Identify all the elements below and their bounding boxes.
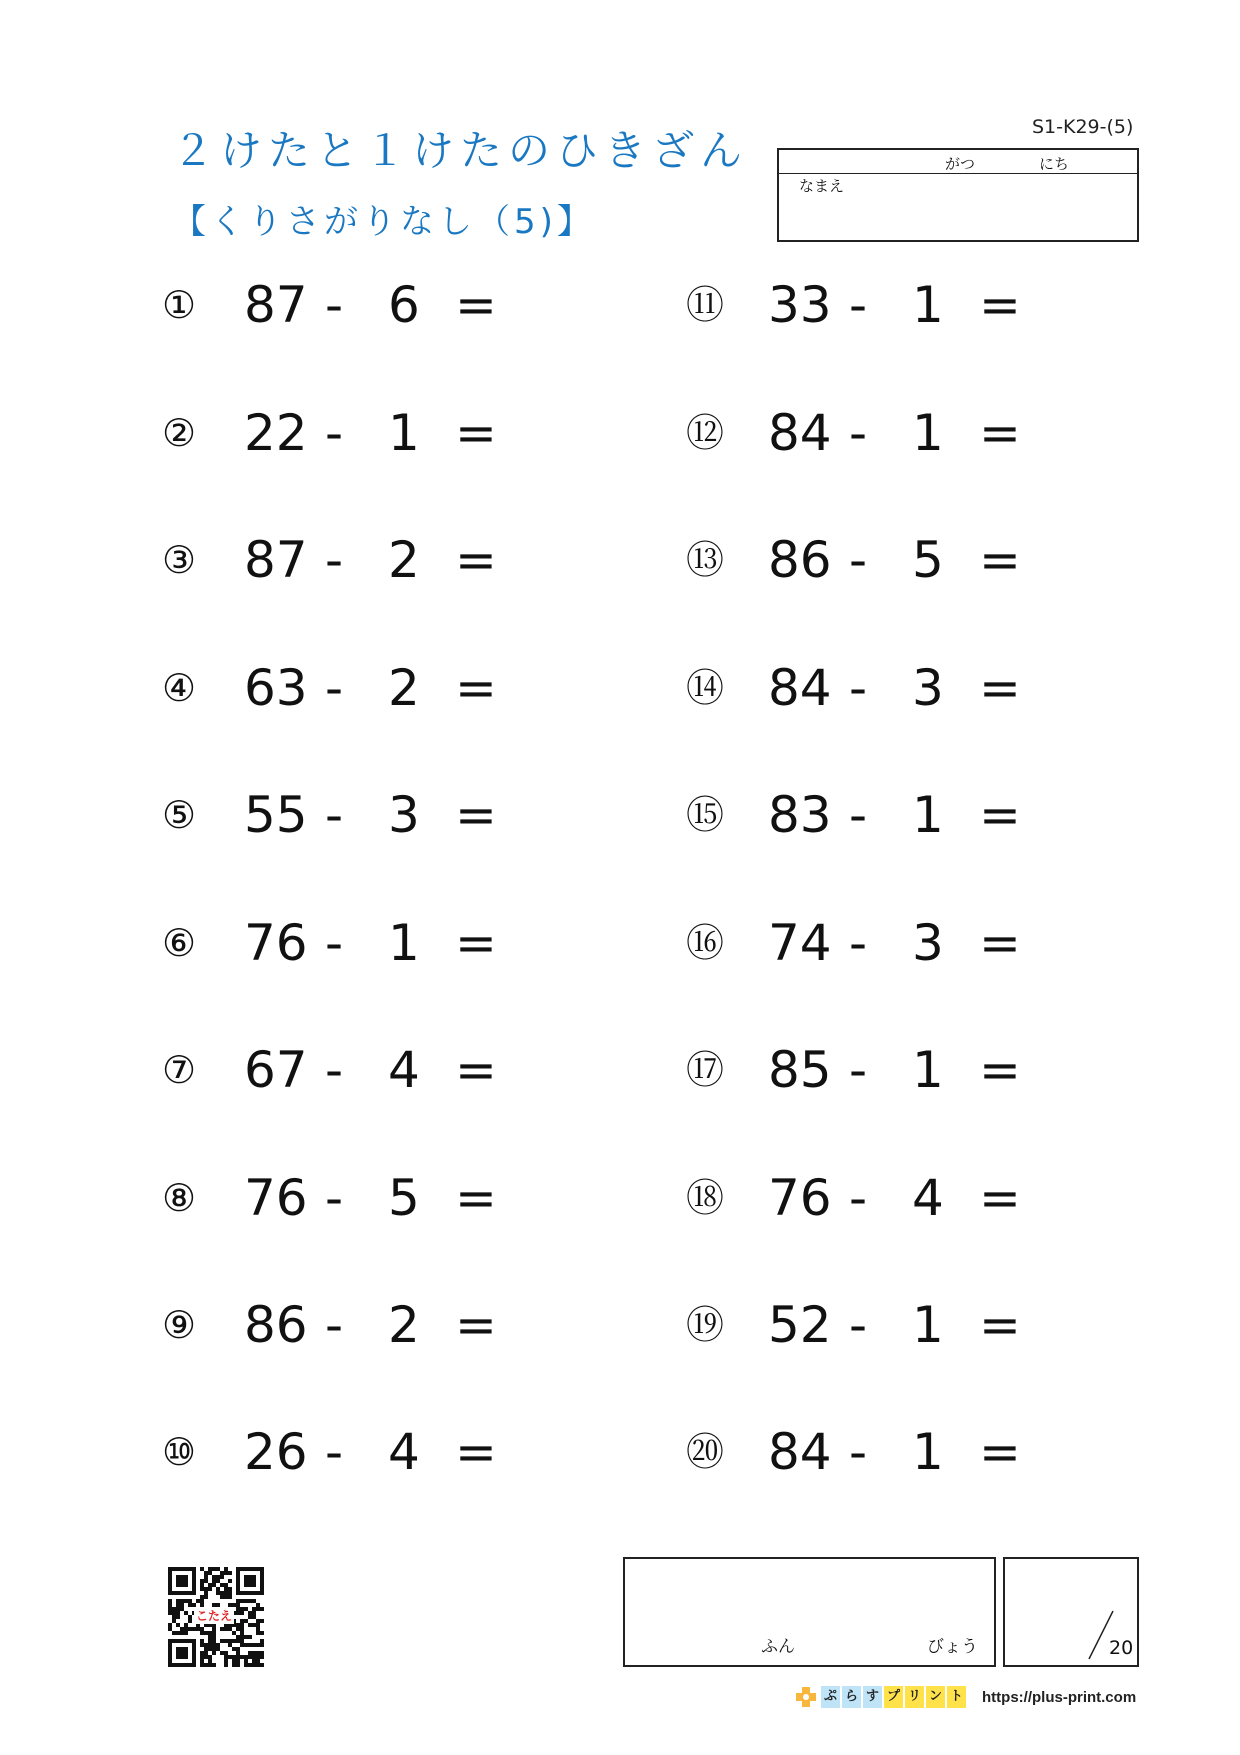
problem-minuend: 76	[768, 1169, 832, 1227]
problem-minuend: 55	[244, 786, 308, 844]
problem-equals: =	[455, 276, 497, 334]
problem-operator: -	[849, 531, 868, 589]
problem-equals: =	[455, 531, 497, 589]
problem-minuend: 86	[768, 531, 832, 589]
problem-number: ⑧	[162, 1176, 197, 1220]
problem-equals: =	[455, 914, 497, 972]
problem-number: ④	[162, 666, 197, 710]
problem-equals: =	[979, 786, 1021, 844]
problem-equals: =	[979, 531, 1021, 589]
problem-subtrahend: 4	[388, 1041, 420, 1099]
problem-subtrahend: 1	[912, 786, 944, 844]
problem-minuend: 87	[244, 531, 308, 589]
problem-minuend: 83	[768, 786, 832, 844]
problem-subtrahend: 4	[912, 1169, 944, 1227]
problem-subtrahend: 3	[912, 659, 944, 717]
problem-operator: -	[325, 914, 344, 972]
problem-number: ⑱	[686, 1176, 725, 1220]
problem-equals: =	[455, 1423, 497, 1481]
problem-equals: =	[455, 1169, 497, 1227]
worksheet-code: S1-K29-(5)	[1032, 116, 1134, 138]
problem-equals: =	[455, 786, 497, 844]
problem-subtrahend: 1	[912, 1296, 944, 1354]
problem-operator: -	[325, 786, 344, 844]
seconds-label: びょう	[927, 1637, 978, 1657]
problem-number: ⑭	[686, 666, 725, 710]
problem-minuend: 84	[768, 659, 832, 717]
problem-minuend: 87	[244, 276, 308, 334]
problem-minuend: 74	[768, 914, 832, 972]
problem-operator: -	[325, 531, 344, 589]
problem-number: ②	[162, 411, 197, 455]
problem-equals: =	[979, 1423, 1021, 1481]
problem-subtrahend: 6	[388, 276, 420, 334]
problem-operator: -	[849, 659, 868, 717]
problem-minuend: 63	[244, 659, 308, 717]
problem-equals: =	[979, 1041, 1021, 1099]
namebox-divider	[779, 173, 1137, 174]
problem-subtrahend: 4	[388, 1423, 420, 1481]
problem-minuend: 84	[768, 1423, 832, 1481]
problem-number: ⑬	[686, 538, 725, 582]
problem-operator: -	[849, 276, 868, 334]
score-box	[1003, 1557, 1139, 1667]
problem-number: ③	[162, 538, 197, 582]
problem-subtrahend: 1	[912, 404, 944, 462]
problem-number: ⑪	[686, 283, 725, 327]
problem-subtrahend: 2	[388, 659, 420, 717]
brand-tile: ら	[842, 1686, 861, 1708]
problem-minuend: 84	[768, 404, 832, 462]
name-date-box	[777, 148, 1139, 242]
problem-equals: =	[979, 1169, 1021, 1227]
name-label: なまえ	[799, 177, 845, 195]
problem-operator: -	[325, 1041, 344, 1099]
plus-logo-icon	[795, 1686, 817, 1708]
problem-equals: =	[455, 404, 497, 462]
problem-operator: -	[325, 659, 344, 717]
problem-equals: =	[455, 1296, 497, 1354]
worksheet-subtitle: 【くりさがりなし（5)】	[172, 202, 595, 242]
problem-minuend: 85	[768, 1041, 832, 1099]
problem-equals: =	[455, 659, 497, 717]
problem-minuend: 22	[244, 404, 308, 462]
worksheet-title: ２けたと１けたのひきざん	[172, 126, 749, 175]
problem-number: ⑲	[686, 1303, 725, 1347]
problem-minuend: 26	[244, 1423, 308, 1481]
problem-subtrahend: 1	[388, 404, 420, 462]
problem-subtrahend: 2	[388, 531, 420, 589]
problem-operator: -	[325, 1169, 344, 1227]
problem-minuend: 86	[244, 1296, 308, 1354]
problem-number: ⑳	[686, 1430, 725, 1474]
problem-operator: -	[849, 786, 868, 844]
problem-subtrahend: 1	[912, 1423, 944, 1481]
problem-operator: -	[849, 1296, 868, 1354]
problem-equals: =	[979, 659, 1021, 717]
problem-equals: =	[455, 1041, 497, 1099]
brand-tile: す	[863, 1686, 882, 1708]
problem-number: ⑮	[686, 793, 725, 837]
problem-number: ⑥	[162, 921, 197, 965]
problem-number: ⑫	[686, 411, 725, 455]
problem-subtrahend: 1	[912, 276, 944, 334]
problem-operator: -	[325, 276, 344, 334]
problem-minuend: 67	[244, 1041, 308, 1099]
problem-number: ⑩	[162, 1430, 197, 1474]
brand-tile: プ	[884, 1686, 903, 1708]
problem-equals: =	[979, 1296, 1021, 1354]
problem-operator: -	[849, 1169, 868, 1227]
problem-subtrahend: 1	[912, 1041, 944, 1099]
problem-equals: =	[979, 276, 1021, 334]
problem-operator: -	[849, 1041, 868, 1099]
problem-equals: =	[979, 404, 1021, 462]
time-box	[623, 1557, 996, 1667]
problem-subtrahend: 3	[912, 914, 944, 972]
problem-minuend: 76	[244, 914, 308, 972]
brand-tile: ぷ	[821, 1686, 840, 1708]
problem-operator: -	[849, 404, 868, 462]
problem-operator: -	[325, 1423, 344, 1481]
problem-operator: -	[325, 404, 344, 462]
problem-subtrahend: 2	[388, 1296, 420, 1354]
month-label: がつ	[945, 155, 976, 173]
minutes-label: ふん	[761, 1637, 795, 1657]
problem-number: ⑤	[162, 793, 197, 837]
problem-operator: -	[849, 914, 868, 972]
brand-url[interactable]: https://plus-print.com	[982, 1688, 1137, 1706]
problem-number: ①	[162, 283, 197, 327]
brand-footer	[795, 1684, 1136, 1710]
qr-answer-label: こたえ	[196, 1609, 233, 1623]
problem-operator: -	[849, 1423, 868, 1481]
problem-number: ⑰	[686, 1048, 725, 1092]
brand-name	[821, 1686, 968, 1708]
problem-number: ⑯	[686, 921, 725, 965]
problem-subtrahend: 5	[912, 531, 944, 589]
problem-operator: -	[325, 1296, 344, 1354]
brand-tile: ト	[947, 1686, 966, 1708]
problem-subtrahend: 5	[388, 1169, 420, 1227]
brand-tile: リ	[905, 1686, 924, 1708]
problem-minuend: 52	[768, 1296, 832, 1354]
problem-number: ⑨	[162, 1303, 197, 1347]
score-total: 20	[1109, 1637, 1134, 1659]
problem-subtrahend: 1	[388, 914, 420, 972]
day-label: にち	[1039, 155, 1070, 173]
problem-equals: =	[979, 914, 1021, 972]
problem-minuend: 76	[244, 1169, 308, 1227]
problem-subtrahend: 3	[388, 786, 420, 844]
problem-minuend: 33	[768, 276, 832, 334]
problem-number: ⑦	[162, 1048, 197, 1092]
brand-tile: ン	[926, 1686, 945, 1708]
